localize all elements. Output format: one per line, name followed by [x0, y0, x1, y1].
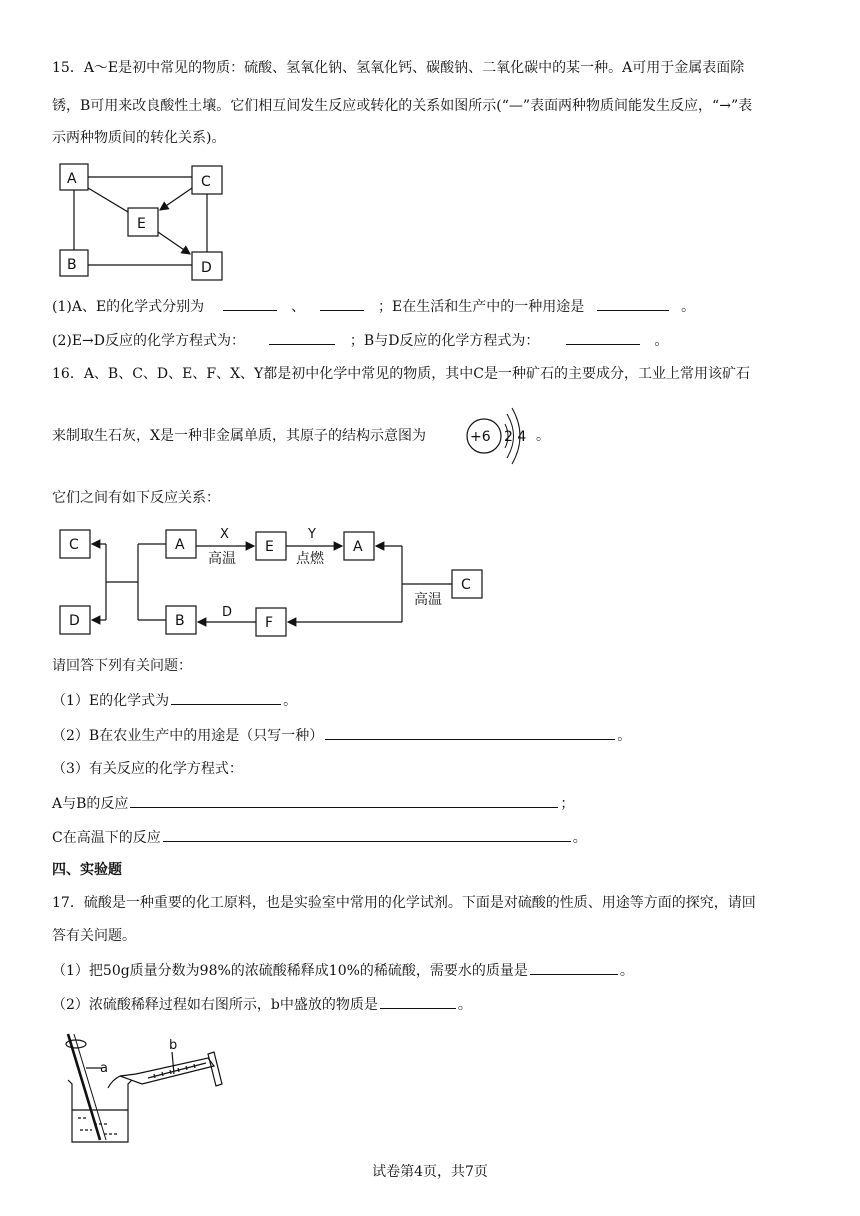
q16-arrow-label-y: Y	[308, 527, 316, 542]
q16-arrow-label-x: X	[220, 527, 229, 542]
q16-sub3b	[52, 827, 587, 848]
q16-arrow-label-high-temp-2: 高温	[414, 592, 442, 608]
q16-sub3b-end: 。	[572, 830, 587, 846]
q16-box-c-left: C	[69, 537, 79, 553]
q16-box-f: F	[265, 615, 274, 631]
atom-nucleus-charge: +6	[470, 429, 491, 445]
q16-sub1	[52, 690, 297, 711]
answer-blank-a-b-reaction[interactable]	[130, 793, 558, 808]
q16-sub2-end: 。	[617, 728, 632, 744]
q17-sub2-end: 。	[457, 997, 472, 1013]
q16-line3: 它们之间有如下反应关系：	[52, 490, 220, 506]
q16-sub3: （3）有关反应的化学方程式：	[52, 761, 243, 777]
q15-node-c: C	[201, 174, 211, 190]
q15-sub1-text2: ；E在生活和生产中的一种用途是	[377, 299, 585, 315]
q16-box-a-right: A	[353, 539, 363, 555]
q15-line3: 示两种物质间的转化关系)。	[52, 130, 226, 146]
label-glass-rod-a: a	[100, 1061, 108, 1076]
q17-sub1-end: 。	[619, 963, 634, 979]
dilution-apparatus-diagram	[58, 1030, 238, 1150]
q15-node-e: E	[137, 216, 146, 232]
q15-relation-diagram	[50, 158, 240, 286]
label-cylinder-b: b	[169, 1038, 178, 1053]
q16-line2-text: 来制取生石灰，X是一种非金属单质，其原子的结构示意图为	[52, 428, 426, 444]
answer-blank-b-d-equation[interactable]	[566, 330, 640, 345]
q15-sub2	[52, 330, 668, 351]
q16-sub3a	[52, 793, 574, 814]
q17-line2: 答有关问题。	[52, 928, 136, 944]
q16-sub2	[52, 725, 631, 746]
q17-sub1	[52, 960, 634, 981]
q15-sub1-text: (1)A、E的化学式分别为	[52, 299, 205, 315]
q15-node-b: B	[67, 257, 77, 273]
q15-sub2-text: (2)E→D反应的化学方程式为：	[52, 333, 246, 349]
q16-sub1-text: （1）E的化学式为	[52, 693, 170, 709]
q17-sub1-text: （1）把50g质量分数为98%的浓硫酸稀释成10%的稀硫酸，需要水的质量是	[52, 963, 528, 979]
q16-box-b: B	[175, 613, 185, 629]
answer-blank-e-use[interactable]	[597, 296, 669, 311]
section-title-experiment: 四、实验题	[52, 862, 122, 878]
q16-prompt: 请回答下列有关问题：	[52, 658, 192, 674]
carbon-atom-structure-diagram	[460, 400, 536, 472]
q16-sub3a-text: A与B的反应	[52, 796, 129, 812]
atom-electron-shells: 2 4	[504, 429, 527, 445]
answer-blank-b-use[interactable]	[325, 725, 615, 740]
q15-line2: 锈，B可用来改良酸性土壤。它们相互间发生反应或转化的关系如图所示(“—”表面两种物质间能发生反应，“→”表	[52, 98, 753, 114]
answer-blank-e-formula[interactable]	[320, 296, 364, 311]
q15-sub1-end: 。	[681, 299, 696, 315]
q15-sub1	[52, 296, 695, 317]
q15-node-d: D	[201, 260, 212, 276]
q16-arrow-label-ignite: 点燃	[296, 551, 324, 567]
q17-sub2	[52, 994, 472, 1015]
answer-blank-e-formula-16[interactable]	[171, 690, 281, 705]
q16-line2-end: 。	[536, 428, 550, 444]
answer-blank-a-formula[interactable]	[223, 296, 277, 311]
q16-box-d-left: D	[69, 613, 80, 629]
answer-blank-c-reaction[interactable]	[163, 827, 571, 842]
q16-sub2-text: （2）B在农业生产中的用途是（只写一种）	[52, 728, 324, 744]
q15-sub1-sep: 、	[291, 299, 306, 315]
q15-sub2-end: 。	[654, 333, 669, 349]
q15-line1: 15．A～E是初中常见的物质：硫酸、氢氧化钠、氢氧化钙、碳酸钠、二氧化碳中的某一种。A可用于金属表面除	[52, 60, 745, 76]
q16-arrow-label-high-temp-1: 高温	[208, 551, 236, 567]
q15-sub2-text2: ；B与D反应的化学方程式为：	[349, 333, 540, 349]
q16-box-e: E	[265, 539, 274, 555]
answer-blank-e-to-d-equation[interactable]	[269, 330, 335, 345]
q15-node-a: A	[67, 171, 77, 187]
answer-blank-water-mass[interactable]	[530, 960, 618, 975]
q16-sub3b-text: C在高温下的反应	[52, 830, 161, 846]
q16-line2	[52, 426, 426, 446]
page-footer: 试卷第4页，共7页	[372, 1164, 488, 1180]
q16-box-c-right: C	[461, 577, 471, 593]
q16-sub1-end: 。	[283, 693, 298, 709]
q17-line1: 17．硫酸是一种重要的化工原料，也是实验室中常用的化学试剂。下面是对硫酸的性质、用途等方面的探究，请回	[52, 895, 756, 911]
q16-box-a: A	[175, 537, 185, 553]
answer-blank-b-content[interactable]	[380, 994, 456, 1009]
q16-reaction-diagram	[56, 518, 496, 642]
q16-arrow-label-d: D	[222, 605, 233, 620]
q16-sub3a-end: ；	[560, 796, 575, 812]
q16-line1: 16．A、B、C、D、E、F、X、Y都是初中化学中常见的物质，其中C是一种矿石的主要成分，工业上常用该矿石	[52, 366, 751, 382]
q17-sub2-text: （2）浓硫酸稀释过程如右图所示，b中盛放的物质是	[52, 997, 378, 1013]
